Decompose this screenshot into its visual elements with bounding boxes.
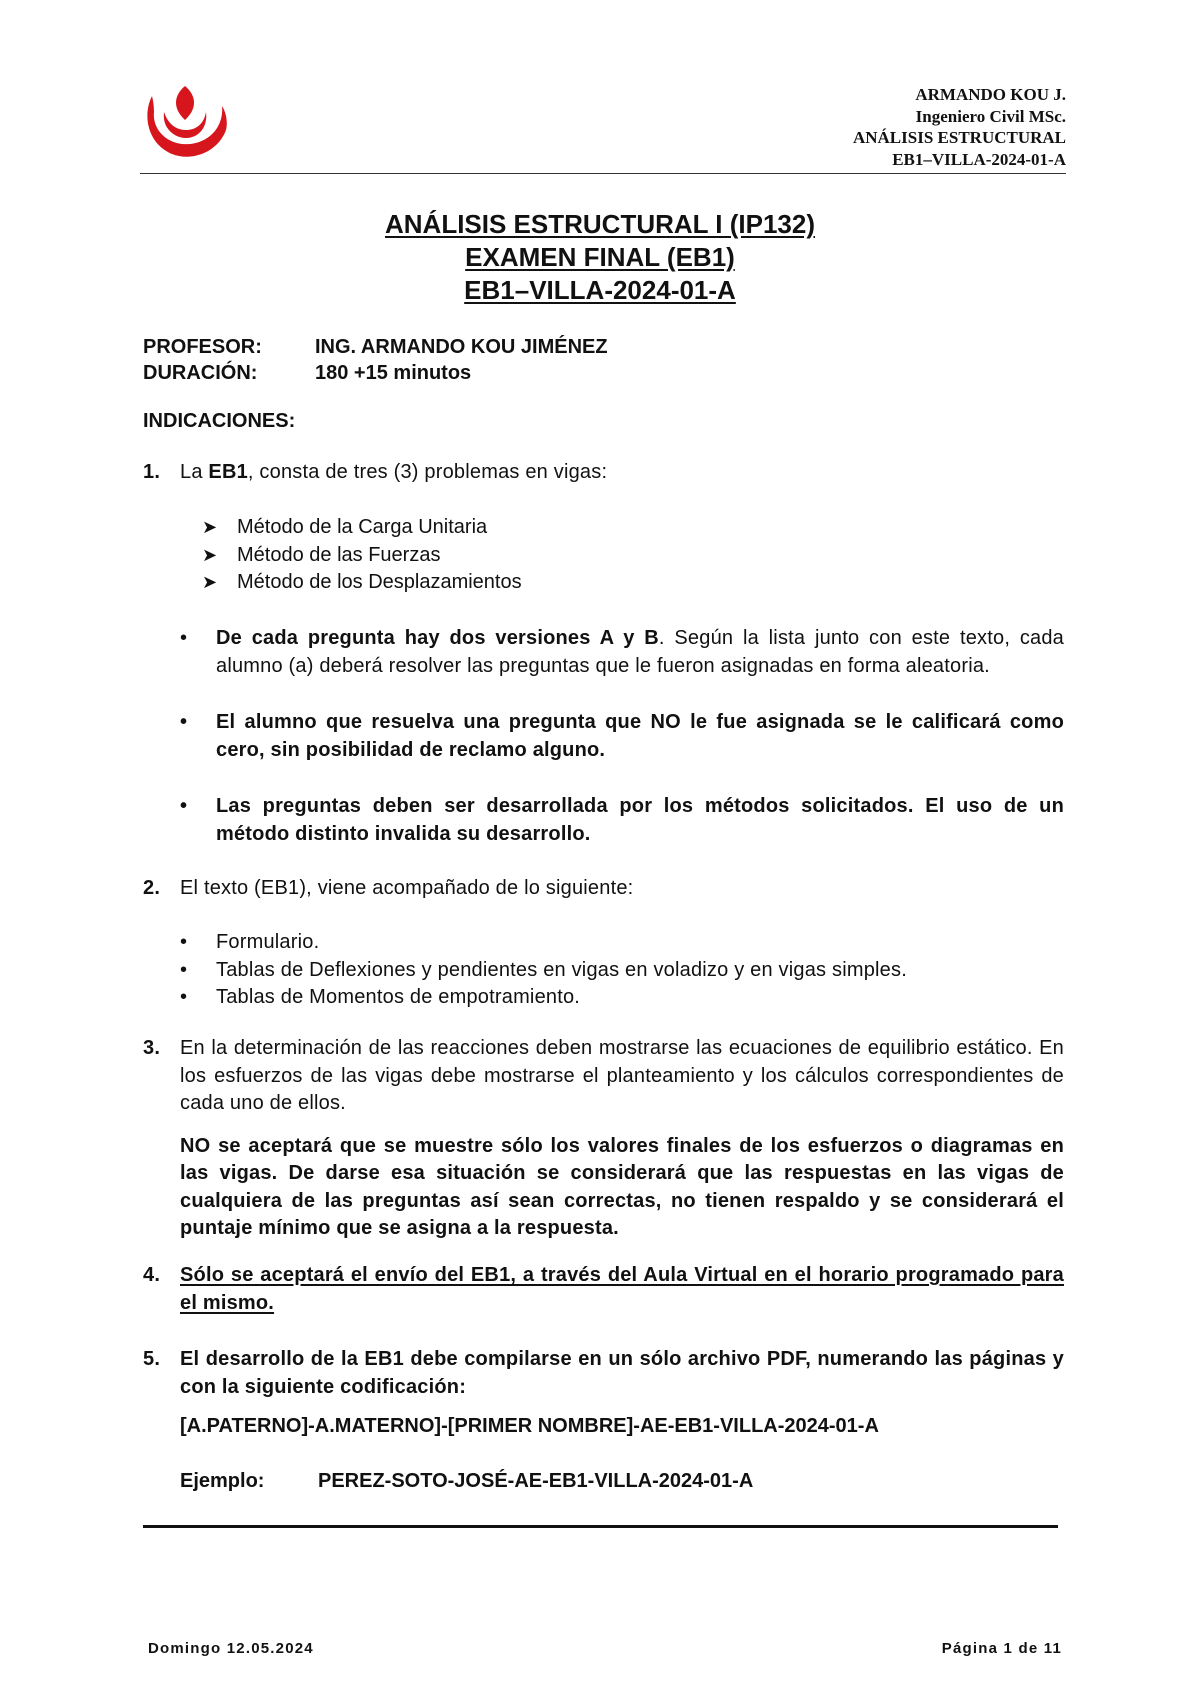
item5-text: El desarrollo de la EB1 debe compilarse en un sólo archivo PDF, numerando las páginas y con la siguiente codificación: — [180, 1348, 1064, 1398]
header-degree: Ingeniero Civil MSc. — [915, 106, 1066, 126]
title-exam: EXAMEN FINAL (EB1) — [465, 242, 735, 272]
item4-text: Sólo se aceptará el envío del EB1, a través del Aula Virtual en el horario programado para el mismo. — [180, 1264, 1064, 1314]
indicacion-1 — [143, 459, 1064, 487]
university-logo — [140, 82, 230, 162]
item1-text-post: , consta de tres (3) problemas en vigas: — [247, 461, 608, 483]
bullet-icon: • — [180, 986, 188, 1008]
duracion-value: 180 +15 minutos — [315, 362, 472, 384]
item-number: 3. — [143, 1037, 161, 1059]
list-item — [202, 514, 522, 542]
bullet-text: Tablas de Deflexiones y pendientes en vigas en voladizo y en vigas simples. — [216, 958, 907, 981]
exam-meta — [143, 334, 608, 386]
section-divider — [143, 1525, 1058, 1528]
header-divider — [140, 173, 1066, 174]
indicacion-2 — [143, 875, 1064, 903]
list-item — [180, 984, 1064, 1012]
title-code: EB1–VILLA-2024-01-A — [464, 275, 736, 305]
header-code: EB1–VILLA-2024-01-A — [892, 149, 1066, 169]
bullet-icon: • — [180, 711, 188, 733]
indicaciones-heading: INDICACIONES: — [143, 410, 296, 432]
item1-bullets — [180, 709, 1064, 764]
header-author: ARMANDO KOU J. — [915, 85, 1066, 104]
document-header — [853, 84, 1066, 170]
bullet-text: Formulario. — [216, 931, 320, 953]
item1-bullets — [180, 793, 1064, 848]
filename-example — [180, 1470, 753, 1493]
item-number: 1. — [143, 461, 161, 483]
bullet-text: Tablas de Momentos de empotramiento. — [216, 986, 581, 1008]
method-label: Método de los Desplazamientos — [237, 571, 522, 593]
bullet-text-bold: De cada pregunta hay dos versiones A y B — [216, 627, 659, 649]
footer-page-number: Página 1 de 11 — [941, 1640, 1062, 1657]
bullet-text: El alumno que resuelva una pregunta que NO le fue asignada se le calificará como cero, sin posibilidad de reclamo alguno. — [216, 711, 1064, 761]
title-course: ANÁLISIS ESTRUCTURAL I (IP132) — [384, 209, 815, 239]
example-label: Ejemplo: — [180, 1470, 265, 1492]
list-item — [180, 625, 1064, 680]
item1-text-bold: EB1 — [208, 461, 248, 483]
indicacion-3 — [143, 1035, 1064, 1243]
bullet-icon: • — [180, 795, 188, 817]
duracion-label: DURACIÓN: — [143, 362, 258, 384]
bullet-icon: • — [180, 958, 188, 981]
arrow-bullet-icon: ➤ — [202, 517, 218, 537]
item2-text: El texto (EB1), viene acompañado de lo siguiente: — [180, 877, 634, 899]
methods-list — [202, 514, 522, 597]
item1-text-pre: La — [180, 461, 209, 483]
arrow-bullet-icon: ➤ — [202, 544, 218, 565]
bullet-text: Las preguntas deben ser desarrollada por los métodos solicitados. El uso de un método distinto invalida su desarrollo. — [216, 795, 1064, 845]
item3-text: En la determinación de las reacciones deben mostrarse las ecuaciones de equilibrio estático. En los esfuerzos de las vigas debe mostrarse el planteamiento y los cálculos correspondientes de cada uno de ellos. — [180, 1037, 1064, 1114]
list-item — [180, 709, 1064, 764]
list-item — [180, 929, 1064, 957]
item3-bold-text: NO se aceptará que se muestre sólo los valores finales de los esfuerzos o diagramas en las vigas. De darse esa situación se considerará que las respuestas en las vigas de cualquiera de las preguntas así sean correctas, no tienen respaldo y se considerará el puntaje mínimo que se asigna a la respuesta. — [180, 1134, 1064, 1239]
footer-date: Domingo 12.05.2024 — [148, 1640, 314, 1657]
profesor-value: ING. ARMANDO KOU JIMÉNEZ — [315, 336, 608, 358]
filename-code: [A.PATERNO]-A.MATERNO]-[PRIMER NOMBRE]-AE-EB1-VILLA-2024-01-A — [180, 1415, 879, 1437]
profesor-label: PROFESOR: — [143, 336, 262, 358]
header-course: ANÁLISIS ESTRUCTURAL — [852, 128, 1066, 147]
item-number: 2. — [143, 877, 161, 899]
item-number: 5. — [143, 1348, 161, 1370]
method-label: Método de las Fuerzas — [237, 543, 441, 566]
indicacion-4 — [143, 1262, 1064, 1317]
list-item — [180, 793, 1064, 848]
item1-bullets — [180, 625, 1064, 680]
list-item — [202, 542, 522, 570]
list-item — [180, 957, 1064, 985]
list-item — [202, 569, 522, 597]
document-title — [0, 208, 1200, 307]
bullet-text: . Según la lista junto con este texto, cada alumno (a) deberá resolver las preguntas que le fueron asignadas en forma aleatoria. — [216, 627, 1064, 677]
item2-bullets — [180, 929, 1064, 1012]
item-number: 4. — [143, 1264, 161, 1286]
arrow-bullet-icon: ➤ — [202, 572, 218, 592]
bullet-icon: • — [180, 627, 188, 649]
example-value: PEREZ-SOTO-JOSÉ-AE-EB1-VILLA-2024-01-A — [318, 1470, 754, 1492]
bullet-icon: • — [180, 931, 188, 953]
method-label: Método de la Carga Unitaria — [237, 516, 488, 538]
indicacion-5 — [143, 1346, 1064, 1401]
